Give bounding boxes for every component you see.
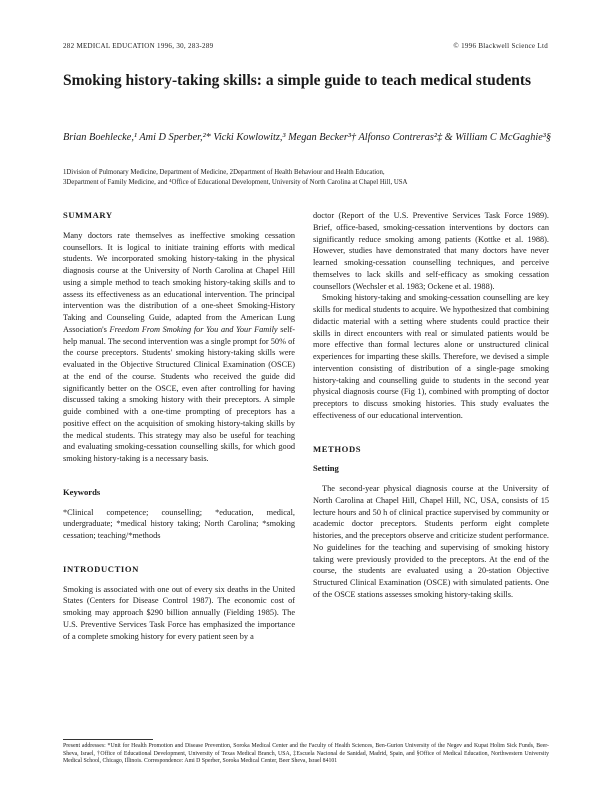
article-title: Smoking history-taking skills: a simple guide to teach medical students <box>63 72 532 89</box>
intro-continued-paragraph: doctor (Report of the U.S. Preventive Services Task Force 1989). Brief, office-based, smoking-cessation interventions by doctors can significantly reduce smoking among patients (Kottke et al. 1988). However, studies have demonstrated that many doctors have never learned smoking-cessation counselling techniques, and perceive themselves to lack skills and self-efficacy as smoking cessation counsellors (Wechsler et al. 1983; Ockene et al. 1988). <box>313 211 549 291</box>
keywords-heading: Keywords <box>63 486 101 497</box>
author-list: Brian Boehlecke,¹ Ami D Sperber,²* Vicki Kowlowitz,³ Megan Becker³† Alfonso Contreras²‡ & William C McGaghie³§ <box>63 132 552 143</box>
summary-italic-title: Freedom From Smoking for You and Your Family <box>109 324 278 334</box>
keywords-text: *Clinical competence; counselling; *education, medical, undergraduate; *medical history taking; North Carolina; *smoking cessation; teaching/*methods <box>63 507 295 540</box>
running-head-copyright: © 1996 Blackwell Science Ltd <box>453 42 548 50</box>
footnote-divider <box>63 739 153 740</box>
setting-paragraph: The second-year physical diagnosis course at the University of North Carolina at Chapel Hill, Chapel Hill, NC, USA, consists of 15 lecture hours and 50 h of clinical practice supervised by community or academic doctor preceptors. Students perform eight complete histories, and the preceptors observe and criticize student performance. No guidelines for the teaching and supervising of smoking history taking were previously provided to the preceptors. At the end of the course, the students are evaluated using a 20-station Objective Structured Clinical Examination (OSCE) with simulated patients. One of the OSCE stations assesses smoking history-taking skills. <box>313 484 549 599</box>
right-column <box>313 210 549 601</box>
summary-text <box>63 230 295 465</box>
summary-text-part: Many doctors rate themselves as ineffective smoking cessation counsellors. It is logical to initiate training efforts with medical students. We incorporated smoking history-taking in the physical diagnosis course at the University of North Carolina at Chapel Hill using a simple method to teach smoking history-taking skills and to assess its effectiveness as an educational intervention. The principal intervention was the distribution of a one-sheet Smoking-History Taking and Counseling Guide, adapted from the American Lung Association's <box>63 230 295 334</box>
running-head-journal: 282 MEDICAL EDUCATION 1996, 30, 283-289 <box>63 42 214 50</box>
affiliation-line: 3Department of Family Medicine, and ⁴Office of Educational Development, University of North Carolina at Chapel Hill, USA <box>63 179 408 186</box>
affiliations <box>63 168 563 188</box>
summary-text-part: self-help manual. The second intervention was a single prompt for 50% of the course preceptors. Students' smoking history-taking skills were evaluated in the Objective Structured Clinical Examination (OSCE) at the end of the course. Students who received the guide did significantly better on the OSCE, even after controlling for having discussed taking a smoking history with their preceptors. A simple guide combined with a one-time prompting of preceptors has a positive effect on the acquisition of smoking history-taking skills by the medical students. This strategy may also be useful for teaching and evaluating smoking-cessation counselling skills, for which good smoking history-taking is a necessary basis. <box>63 324 295 463</box>
affiliation-line: 1Division of Pulmonary Medicine, Department of Medicine, 2Department of Health Behaviour and Health Education, <box>63 169 385 176</box>
setting-heading: Setting <box>313 463 339 474</box>
introduction-heading: INTRODUCTION <box>63 563 139 574</box>
footnote: Present addresses: *Unit for Health Promotion and Disease Prevention, Soroka Medical Center and the Faculty of Health Sciences, Ben-Gurion University of the Negev and Kupat Holim Sick Funds, Beer-Sheva, Israel, †Office of Educational Development, University of Texas Medical Branch, USA, ‡Escuela Nacional de Sanidad, Madrid, Spain, and §Office of Medical Education, Northwestern University Medical School, Chicago, Illinois. Correspondence: Ami D Sperber, Soroka Medical Center, Beer Sheva, Israel 84101 <box>63 743 549 764</box>
methods-heading: METHODS <box>313 443 362 454</box>
hypothesis-paragraph: Smoking history-taking and smoking-cessation counselling are key skills for medical students to acquire. We hypothesized that combining didactic material with a setting where students could practice their skills in direct encounters with real or simulated patients would be more effective than formal lectures alone or unstructured clinical experiences for imparting these skills. Therefore, we devised a simple intervention consisting of distribution of a single-page smoking history-taking and counselling guide to students in the second year physical diagnosis course (Fig 1), combined with prompting of doctor preceptors to discuss smoking histories. This study evaluates the effectiveness of our educational intervention. <box>313 293 549 420</box>
left-column <box>63 210 295 642</box>
summary-heading: SUMMARY <box>63 210 113 220</box>
introduction-text: Smoking is associated with one out of every six deaths in the United States (Centers for Disease Control 1987). The economic cost of smoking may approach $290 billion annually (Fielding 1985). The U.S. Preventive Services Task Force has emphasized the importance of a complete smoking history for every patient seen by a <box>63 584 295 641</box>
running-head <box>63 42 548 54</box>
